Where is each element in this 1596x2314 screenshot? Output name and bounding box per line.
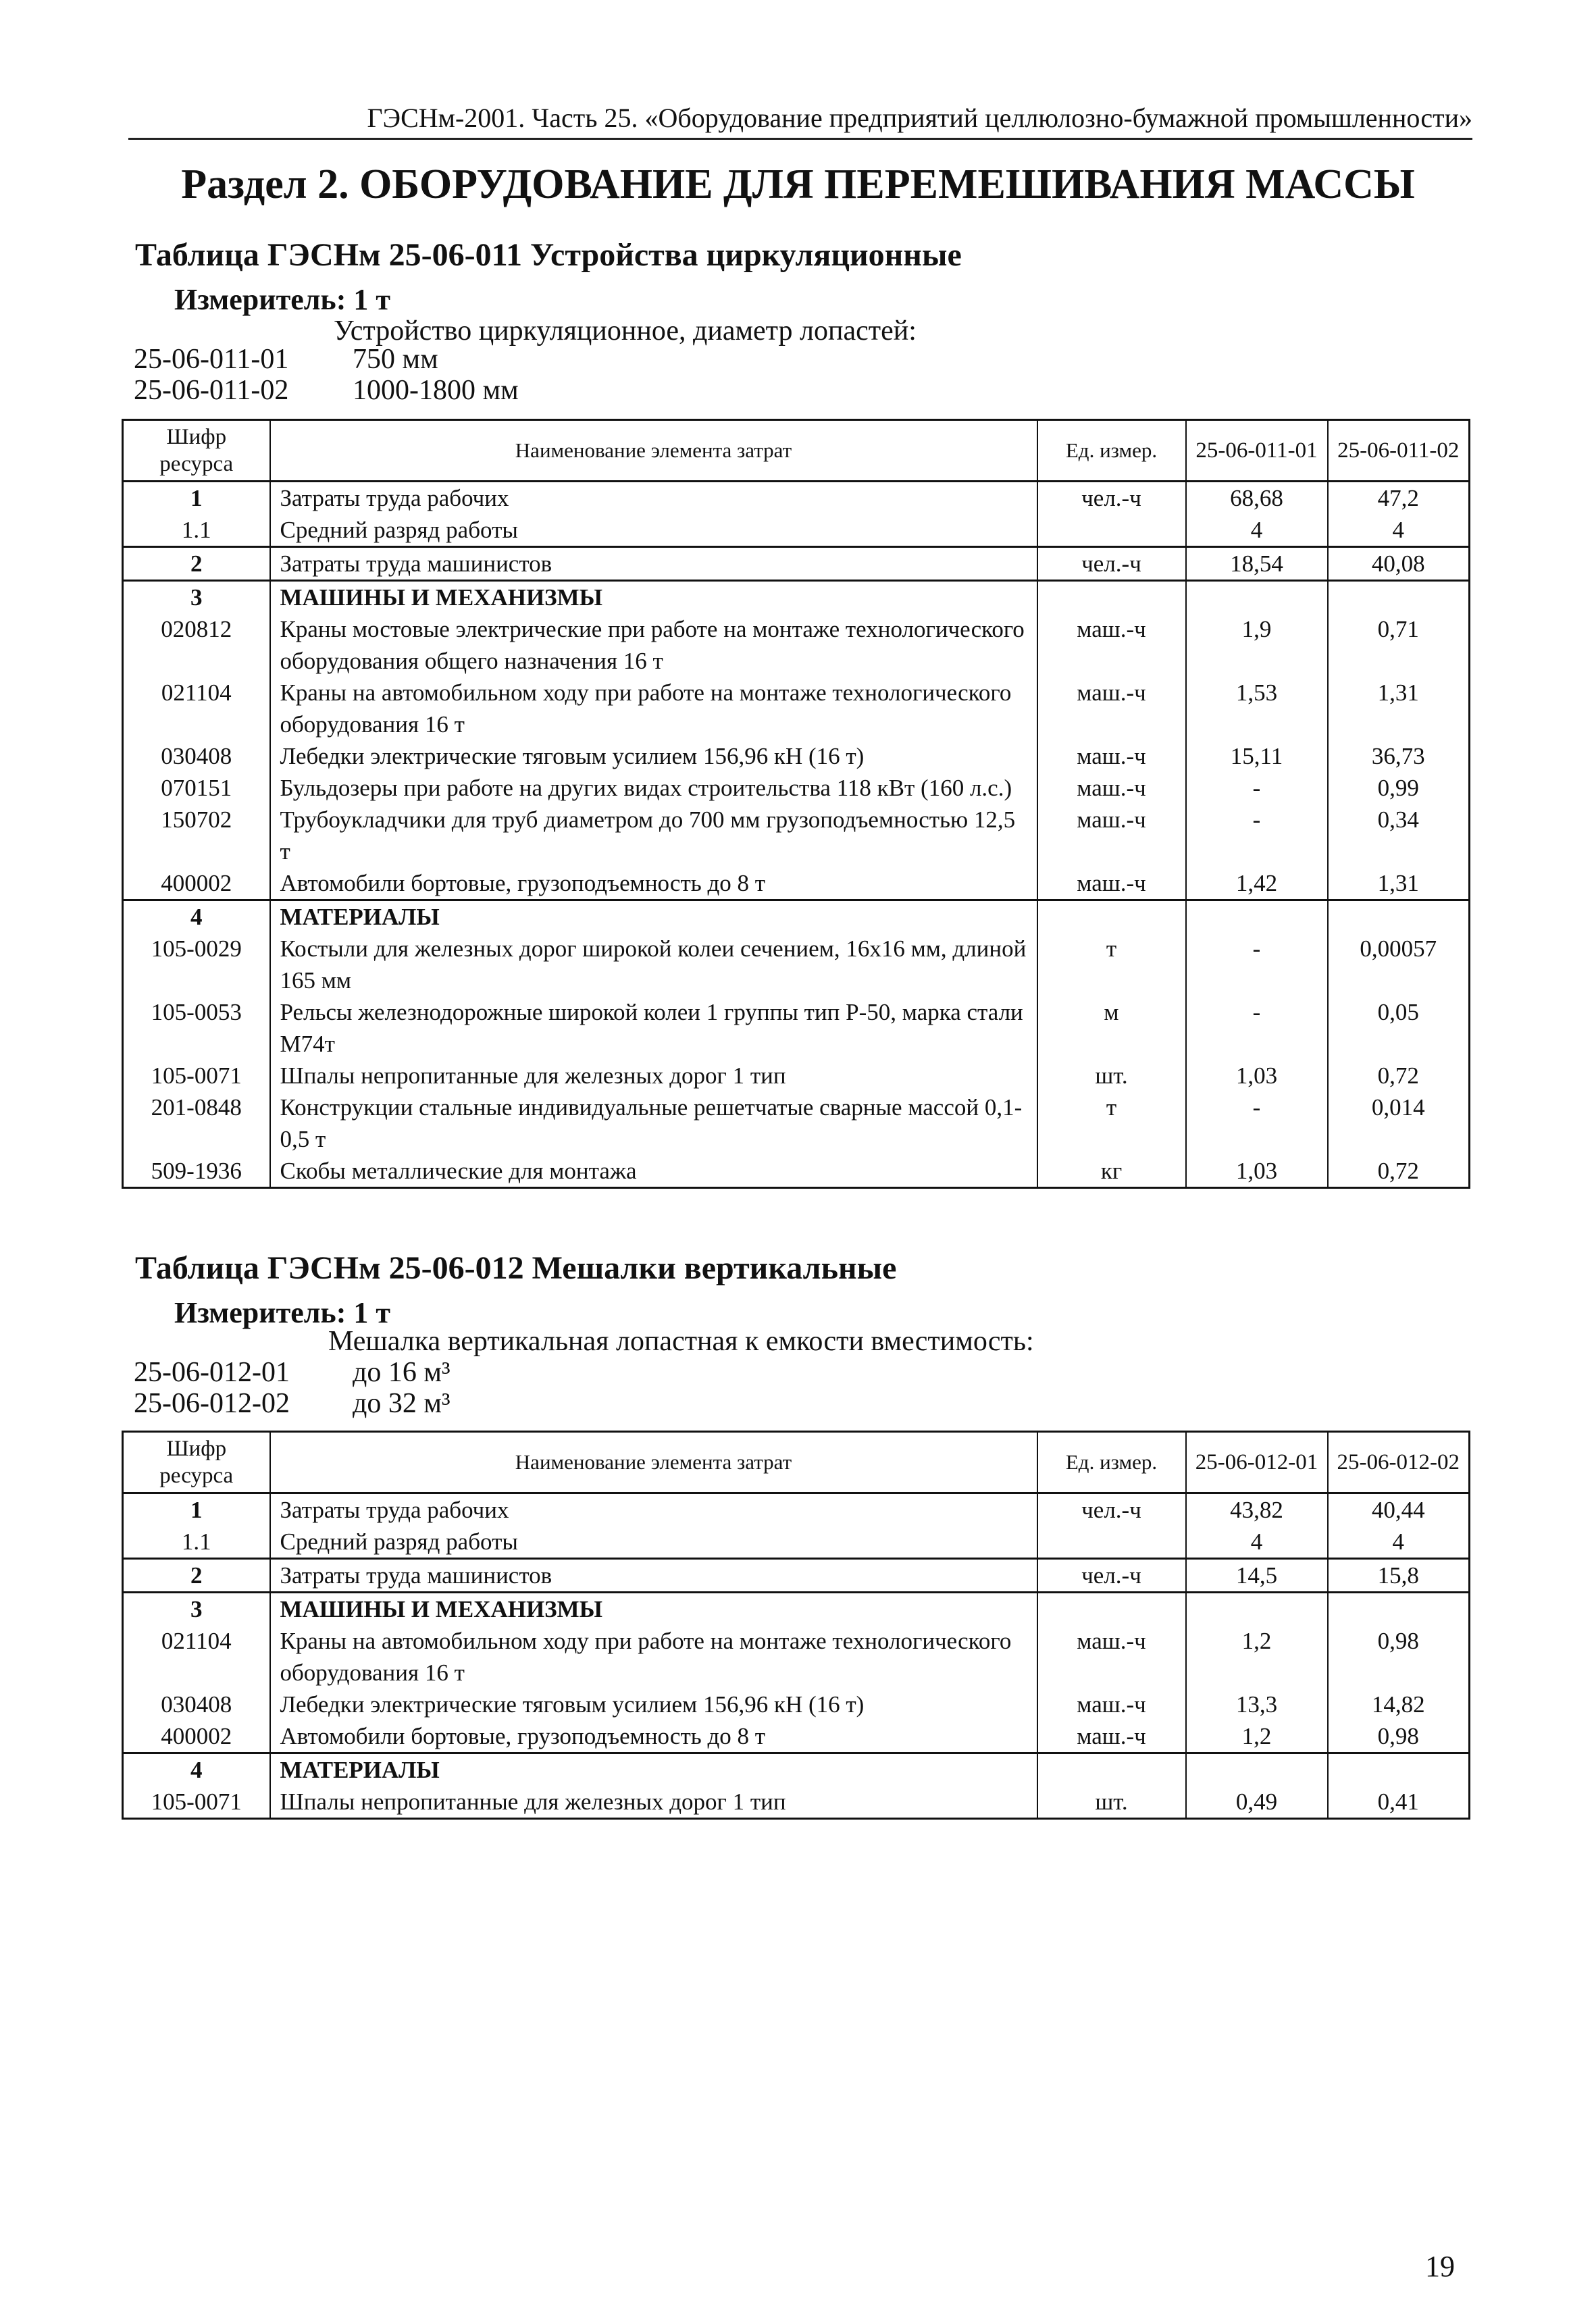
table-2-variant-1-code: 25-06-012-01 bbox=[134, 1357, 290, 1388]
norm-value-2: 40,44 bbox=[1328, 1493, 1470, 1526]
table-row bbox=[123, 740, 1470, 772]
table-2-title: Таблица ГЭСНм 25-06-012 Мешалки вертикальные bbox=[135, 1250, 897, 1286]
table-1-meter: Измеритель: 1 т bbox=[174, 283, 390, 316]
cost-element-name: Бульдозеры при работе на других видах строительства 118 кВт (160 л.с.) bbox=[270, 772, 1037, 804]
table-2-meter: Измеритель: 1 т bbox=[174, 1296, 390, 1329]
unit: шт. bbox=[1037, 1060, 1186, 1091]
group-title-row bbox=[123, 900, 1470, 933]
resource-code: 030408 bbox=[123, 740, 270, 772]
norm-value-2: 0,72 bbox=[1328, 1155, 1470, 1188]
unit bbox=[1037, 1526, 1186, 1559]
table-row bbox=[123, 933, 1470, 996]
group-title-row bbox=[123, 1593, 1470, 1626]
unit: маш.-ч bbox=[1037, 740, 1186, 772]
group-code: 3 bbox=[123, 581, 270, 614]
table-header-row bbox=[123, 1432, 1470, 1493]
table-1-variant-2-value: 1000-1800 мм bbox=[353, 375, 519, 406]
resource-code: 021104 bbox=[123, 1625, 270, 1689]
norm-value-1: 13,3 bbox=[1186, 1689, 1328, 1720]
cost-element-name: Лебедки электрические тяговым усилием 156,96 кН (16 т) bbox=[270, 740, 1037, 772]
header-cost-element-name: Наименование элемента затрат bbox=[270, 1432, 1037, 1493]
table-1-variant-2-code: 25-06-011-02 bbox=[134, 375, 289, 406]
group-title: МАТЕРИАЛЫ bbox=[270, 900, 1037, 933]
table-row bbox=[123, 677, 1470, 740]
norm-value-2: 0,34 bbox=[1328, 804, 1470, 867]
unit: т bbox=[1037, 933, 1186, 996]
table-row bbox=[123, 804, 1470, 867]
norm-value-2: 36,73 bbox=[1328, 740, 1470, 772]
group-title-row bbox=[123, 1753, 1470, 1786]
group-code: 4 bbox=[123, 1753, 270, 1786]
table-row bbox=[123, 482, 1470, 515]
unit: чел.-ч bbox=[1037, 482, 1186, 515]
table-row bbox=[123, 867, 1470, 900]
norm-value-1: 4 bbox=[1186, 514, 1328, 547]
unit: кг bbox=[1037, 1155, 1186, 1188]
norm-value-1: 68,68 bbox=[1186, 482, 1328, 515]
running-header-text: ГЭСНм-2001. Часть 25. «Оборудование предприятий целлюлозно-бумажной промышленности» bbox=[367, 103, 1472, 133]
cost-element-name: Затраты труда рабочих bbox=[270, 482, 1037, 515]
norm-value-1: 15,11 bbox=[1186, 740, 1328, 772]
norm-value-2: 0,05 bbox=[1328, 996, 1470, 1060]
group-title: МАТЕРИАЛЫ bbox=[270, 1753, 1037, 1786]
unit: т bbox=[1037, 1091, 1186, 1155]
section-title: Раздел 2. ОБОРУДОВАНИЕ ДЛЯ ПЕРЕМЕШИВАНИЯ МАССЫ bbox=[181, 161, 1415, 207]
norm-value-1: 4 bbox=[1186, 1526, 1328, 1559]
norm-value-1: 1,53 bbox=[1186, 677, 1328, 740]
norm-value-1: 1,2 bbox=[1186, 1625, 1328, 1689]
cost-element-name: Затраты труда машинистов bbox=[270, 547, 1037, 581]
cost-element-name: Автомобили бортовые, грузоподъемность до 8 т bbox=[270, 867, 1037, 900]
norm-value-2: 4 bbox=[1328, 514, 1470, 547]
resource-code: 021104 bbox=[123, 677, 270, 740]
cost-element-name: Краны на автомобильном ходу при работе на монтаже технологического оборудования 16 т bbox=[270, 677, 1037, 740]
table-row bbox=[123, 1625, 1470, 1689]
norm-value-1: 1,2 bbox=[1186, 1720, 1328, 1753]
norm-value-2: 0,98 bbox=[1328, 1625, 1470, 1689]
table-1-variant-1-value: 750 мм bbox=[353, 344, 438, 375]
table-2-description: Мешалка вертикальная лопастная к емкости вместимость: bbox=[328, 1326, 1034, 1357]
norm-value-1: 1,03 bbox=[1186, 1155, 1328, 1188]
header-resource-code: Шифр ресурса bbox=[123, 420, 270, 482]
table-row bbox=[123, 1559, 1470, 1593]
norm-value-2: 0,99 bbox=[1328, 772, 1470, 804]
cost-element-name: Средний разряд работы bbox=[270, 514, 1037, 547]
header-unit: Ед. измер. bbox=[1037, 420, 1186, 482]
resource-code: 1.1 bbox=[123, 1526, 270, 1559]
header-norm-2: 25-06-012-02 bbox=[1328, 1432, 1470, 1493]
resource-code: 400002 bbox=[123, 867, 270, 900]
unit: маш.-ч bbox=[1037, 1625, 1186, 1689]
table-1-variant-1-code: 25-06-011-01 bbox=[134, 344, 289, 375]
resource-code: 105-0053 bbox=[123, 996, 270, 1060]
resource-code: 105-0029 bbox=[123, 933, 270, 996]
unit: маш.-ч bbox=[1037, 613, 1186, 677]
cost-element-name: Шпалы непропитанные для железных дорог 1 тип bbox=[270, 1786, 1037, 1819]
group-title: МАШИНЫ И МЕХАНИЗМЫ bbox=[270, 581, 1037, 614]
cost-element-name: Трубоукладчики для труб диаметром до 700 мм грузоподъемностью 12,5 т bbox=[270, 804, 1037, 867]
norm-value-1: - bbox=[1186, 772, 1328, 804]
norm-value-1: 43,82 bbox=[1186, 1493, 1328, 1526]
header-cost-element-name: Наименование элемента затрат bbox=[270, 420, 1037, 482]
norm-value-2: 14,82 bbox=[1328, 1689, 1470, 1720]
cost-element-name: Костыли для железных дорог широкой колеи сечением, 16х16 мм, длиной 165 мм bbox=[270, 933, 1037, 996]
unit: м bbox=[1037, 996, 1186, 1060]
norm-value-2: 4 bbox=[1328, 1526, 1470, 1559]
table-1-description: Устройство циркуляционное, диаметр лопастей: bbox=[334, 315, 917, 346]
table-row bbox=[123, 514, 1470, 547]
group-title: МАШИНЫ И МЕХАНИЗМЫ bbox=[270, 1593, 1037, 1626]
unit: маш.-ч bbox=[1037, 772, 1186, 804]
resource-table-1 bbox=[122, 419, 1470, 1189]
resource-code: 1 bbox=[123, 482, 270, 515]
norm-value-2: 1,31 bbox=[1328, 677, 1470, 740]
header-norm-1: 25-06-011-01 bbox=[1186, 420, 1328, 482]
norm-value-2: 15,8 bbox=[1328, 1559, 1470, 1593]
resource-code: 400002 bbox=[123, 1720, 270, 1753]
norm-value-1: - bbox=[1186, 804, 1328, 867]
norm-value-1: - bbox=[1186, 996, 1328, 1060]
norm-value-2: 0,014 bbox=[1328, 1091, 1470, 1155]
header-norm-2: 25-06-011-02 bbox=[1328, 420, 1470, 482]
table-1-title: Таблица ГЭСНм 25-06-011 Устройства циркуляционные bbox=[135, 237, 962, 273]
resource-code: 2 bbox=[123, 547, 270, 581]
running-header bbox=[128, 101, 1472, 140]
unit: маш.-ч bbox=[1037, 867, 1186, 900]
table-2-variant-2-code: 25-06-012-02 bbox=[134, 1388, 290, 1419]
unit bbox=[1037, 514, 1186, 547]
header-norm-1: 25-06-012-01 bbox=[1186, 1432, 1328, 1493]
table-row bbox=[123, 996, 1470, 1060]
table-header-row bbox=[123, 420, 1470, 482]
resource-code: 105-0071 bbox=[123, 1786, 270, 1819]
unit: маш.-ч bbox=[1037, 804, 1186, 867]
table-row bbox=[123, 1526, 1470, 1559]
cost-element-name: Затраты труда рабочих bbox=[270, 1493, 1037, 1526]
table-row bbox=[123, 1689, 1470, 1720]
cost-element-name: Затраты труда машинистов bbox=[270, 1559, 1037, 1593]
table-row bbox=[123, 1060, 1470, 1091]
resource-code: 1 bbox=[123, 1493, 270, 1526]
resource-code: 201-0848 bbox=[123, 1091, 270, 1155]
table-row bbox=[123, 1493, 1470, 1526]
table-row bbox=[123, 1720, 1470, 1753]
header-resource-code: Шифр ресурса bbox=[123, 1432, 270, 1493]
norm-value-1: 1,03 bbox=[1186, 1060, 1328, 1091]
table-row bbox=[123, 1786, 1470, 1819]
norm-value-1: 18,54 bbox=[1186, 547, 1328, 581]
cost-element-name: Конструкции стальные индивидуальные решетчатые сварные массой 0,1-0,5 т bbox=[270, 1091, 1037, 1155]
cost-element-name: Краны мостовые электрические при работе на монтаже технологического оборудования общего назначения 16 т bbox=[270, 613, 1037, 677]
cost-element-name: Скобы металлические для монтажа bbox=[270, 1155, 1037, 1188]
table-2-variant-1-value: до 16 м³ bbox=[353, 1357, 451, 1388]
table-2-variant-2-value: до 32 м³ bbox=[353, 1388, 451, 1419]
resource-code: 020812 bbox=[123, 613, 270, 677]
cost-element-name: Средний разряд работы bbox=[270, 1526, 1037, 1559]
resource-code: 509-1936 bbox=[123, 1155, 270, 1188]
group-title-row bbox=[123, 581, 1470, 614]
resource-table-2 bbox=[122, 1431, 1470, 1820]
resource-code: 1.1 bbox=[123, 514, 270, 547]
norm-value-2: 40,08 bbox=[1328, 547, 1470, 581]
resource-code: 030408 bbox=[123, 1689, 270, 1720]
header-unit: Ед. измер. bbox=[1037, 1432, 1186, 1493]
group-code: 4 bbox=[123, 900, 270, 933]
group-code: 3 bbox=[123, 1593, 270, 1626]
unit: чел.-ч bbox=[1037, 547, 1186, 581]
norm-value-1: 1,42 bbox=[1186, 867, 1328, 900]
page-number: 19 bbox=[1425, 2250, 1455, 2283]
cost-element-name: Автомобили бортовые, грузоподъемность до 8 т bbox=[270, 1720, 1037, 1753]
table-row bbox=[123, 1091, 1470, 1155]
resource-code: 150702 bbox=[123, 804, 270, 867]
norm-value-2: 0,98 bbox=[1328, 1720, 1470, 1753]
cost-element-name: Рельсы железнодорожные широкой колеи 1 группы тип Р-50, марка стали М74т bbox=[270, 996, 1037, 1060]
resource-code: 2 bbox=[123, 1559, 270, 1593]
norm-value-1: 0,49 bbox=[1186, 1786, 1328, 1819]
table-row bbox=[123, 613, 1470, 677]
unit: чел.-ч bbox=[1037, 1493, 1186, 1526]
cost-element-name: Шпалы непропитанные для железных дорог 1 тип bbox=[270, 1060, 1037, 1091]
unit: маш.-ч bbox=[1037, 1720, 1186, 1753]
resource-code: 105-0071 bbox=[123, 1060, 270, 1091]
cost-element-name: Лебедки электрические тяговым усилием 156,96 кН (16 т) bbox=[270, 1689, 1037, 1720]
resource-code: 070151 bbox=[123, 772, 270, 804]
norm-value-2: 0,72 bbox=[1328, 1060, 1470, 1091]
cost-element-name: Краны на автомобильном ходу при работе на монтаже технологического оборудования 16 т bbox=[270, 1625, 1037, 1689]
table-row bbox=[123, 772, 1470, 804]
table-row bbox=[123, 547, 1470, 581]
norm-value-2: 0,41 bbox=[1328, 1786, 1470, 1819]
norm-value-2: 0,71 bbox=[1328, 613, 1470, 677]
norm-value-1: - bbox=[1186, 1091, 1328, 1155]
unit: маш.-ч bbox=[1037, 1689, 1186, 1720]
table-row bbox=[123, 1155, 1470, 1188]
norm-value-2: 47,2 bbox=[1328, 482, 1470, 515]
norm-value-1: 1,9 bbox=[1186, 613, 1328, 677]
norm-value-1: 14,5 bbox=[1186, 1559, 1328, 1593]
norm-value-2: 1,31 bbox=[1328, 867, 1470, 900]
unit: маш.-ч bbox=[1037, 677, 1186, 740]
norm-value-1: - bbox=[1186, 933, 1328, 996]
unit: шт. bbox=[1037, 1786, 1186, 1819]
norm-value-2: 0,00057 bbox=[1328, 933, 1470, 996]
unit: чел.-ч bbox=[1037, 1559, 1186, 1593]
